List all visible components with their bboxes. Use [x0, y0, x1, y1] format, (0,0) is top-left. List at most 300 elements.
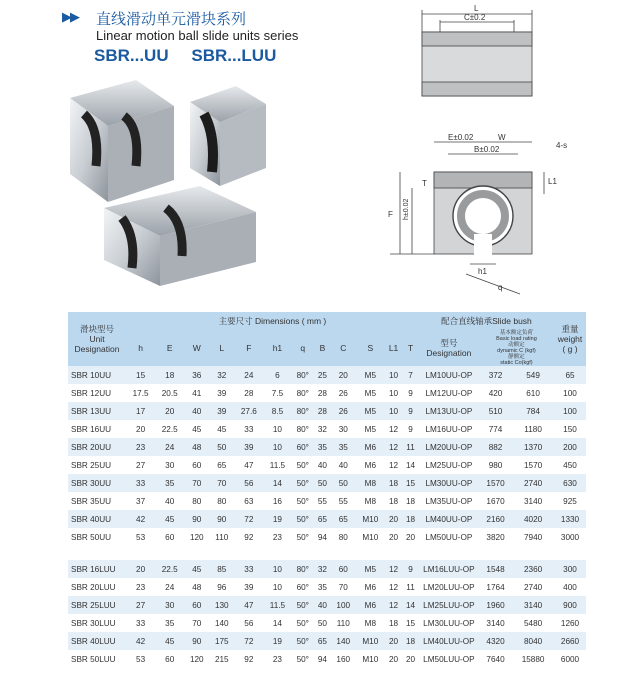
table-cell: 32 — [314, 560, 331, 578]
model-series — [94, 46, 294, 66]
table-cell: 35 — [155, 474, 184, 492]
header-dim-6: q — [291, 330, 314, 366]
table-cell: 39 — [234, 578, 263, 596]
table-cell: 80 — [209, 492, 234, 510]
table-cell: 35 — [314, 438, 331, 456]
table-cell: SBR 20LUU — [68, 578, 126, 596]
header-static-en: static Co(kgf) — [500, 360, 533, 366]
table-cell: SBR 20UU — [68, 438, 126, 456]
table-cell: 6 — [263, 366, 291, 384]
table-cell: 9 — [402, 420, 419, 438]
table-cell: 14 — [402, 596, 419, 614]
table-cell: SBR 40UU — [68, 510, 126, 528]
table-cell: 32 — [209, 366, 234, 384]
header-slide-bush: 配合直线轴承Slide bush — [419, 312, 554, 330]
table-cell: SBR 40LUU — [68, 632, 126, 650]
dim-c-label: C±0.2 — [464, 13, 486, 22]
table-spacer-row — [68, 546, 586, 560]
header-dim-2: W — [184, 330, 209, 366]
table-cell: LM20LUU-OP — [419, 578, 479, 596]
table-cell: M10 — [356, 510, 385, 528]
table-cell: 55 — [314, 492, 331, 510]
table-cell: 1370 — [512, 438, 554, 456]
table-cell: 3000 — [554, 528, 586, 546]
dim-t-label: T — [422, 179, 427, 188]
table-cell: 27 — [126, 456, 155, 474]
table-cell: 200 — [554, 438, 586, 456]
table-cell: 882 — [479, 438, 512, 456]
header-dim-8: C — [331, 330, 356, 366]
table-cell: 90 — [184, 510, 209, 528]
table-cell: 140 — [331, 632, 356, 650]
table-cell: 9 — [402, 560, 419, 578]
table-cell: 25 — [314, 366, 331, 384]
table-cell: LM12UU-OP — [419, 384, 479, 402]
header-dim-7: B — [314, 330, 331, 366]
table-cell: 300 — [554, 560, 586, 578]
header-dim-10: L1 — [385, 330, 402, 366]
table-cell: 80 — [331, 528, 356, 546]
table-cell: M10 — [356, 632, 385, 650]
table-cell: 30 — [155, 456, 184, 474]
table-cell: 14 — [402, 456, 419, 474]
header-dynamic-cn: 动额定 — [508, 342, 525, 348]
table-cell: 32 — [314, 420, 331, 438]
table-cell: 60° — [291, 438, 314, 456]
header-weight — [554, 312, 586, 366]
table-cell: 7640 — [479, 650, 512, 668]
slide-unit-photo-uu-open — [190, 86, 266, 186]
table-cell: 45 — [155, 510, 184, 528]
table-row — [68, 528, 586, 546]
table-cell: 12 — [385, 560, 402, 578]
table-cell: M6 — [356, 456, 385, 474]
table-cell: 2160 — [479, 510, 512, 528]
table-cell: 10 — [385, 402, 402, 420]
table-cell: 33 — [234, 560, 263, 578]
table-cell: 1570 — [479, 474, 512, 492]
table-cell: LM50UU-OP — [419, 528, 479, 546]
dim-b-label: B±0.02 — [474, 145, 500, 154]
table-cell: 50° — [291, 632, 314, 650]
table-cell: 72 — [234, 632, 263, 650]
table-cell: 27 — [126, 596, 155, 614]
table-cell: 33 — [126, 614, 155, 632]
table-cell: LM16UU-OP — [419, 420, 479, 438]
table-cell: M8 — [356, 614, 385, 632]
table-header-row-2 — [68, 330, 586, 366]
table-cell: 2360 — [512, 560, 554, 578]
table-cell: 9 — [402, 402, 419, 420]
table-cell: 41 — [184, 384, 209, 402]
table-cell: 20 — [385, 528, 402, 546]
table-cell: 120 — [184, 528, 209, 546]
table-cell: LM30LUU-OP — [419, 614, 479, 632]
table-cell: 50° — [291, 650, 314, 668]
table-cell: 16 — [263, 492, 291, 510]
table-cell: 10 — [263, 420, 291, 438]
table-cell: 1570 — [512, 456, 554, 474]
table-header-row-1 — [68, 312, 586, 330]
table-cell: 65 — [314, 510, 331, 528]
table-cell: 40 — [314, 596, 331, 614]
table-cell: 22.5 — [155, 420, 184, 438]
table-cell: 48 — [184, 578, 209, 596]
table-cell: 10 — [385, 366, 402, 384]
table-cell: 3820 — [479, 528, 512, 546]
table-cell: 50° — [291, 474, 314, 492]
table-cell: M8 — [356, 492, 385, 510]
table-cell: LM35UU-OP — [419, 492, 479, 510]
table-cell: 50 — [331, 474, 356, 492]
table-cell: 26 — [331, 402, 356, 420]
table-cell: 15 — [126, 366, 155, 384]
table-cell: 30 — [155, 596, 184, 614]
table-cell: 33 — [234, 420, 263, 438]
table-row — [68, 384, 586, 402]
header-dynamic-en: dynamic C (kgf) — [497, 348, 536, 354]
header-weight-unit: ( g ) — [562, 344, 578, 354]
table-cell: 50° — [291, 456, 314, 474]
table-cell: 60° — [291, 578, 314, 596]
table-cell: 20 — [126, 420, 155, 438]
table-cell: SBR 30UU — [68, 474, 126, 492]
table-cell: 630 — [554, 474, 586, 492]
table-cell: 30 — [331, 420, 356, 438]
table-cell: 12 — [385, 438, 402, 456]
table-cell: 3140 — [512, 492, 554, 510]
table-cell: SBR 25UU — [68, 456, 126, 474]
table-cell: 2740 — [512, 578, 554, 596]
table-cell: LM50LUU-OP — [419, 650, 479, 668]
table-cell: M5 — [356, 420, 385, 438]
table-cell: 20 — [155, 402, 184, 420]
specification-table — [68, 312, 586, 668]
table-cell: 47 — [234, 596, 263, 614]
table-cell: 53 — [126, 528, 155, 546]
table-cell: 17.5 — [126, 384, 155, 402]
table-cell: 50° — [291, 596, 314, 614]
table-cell: LM10UU-OP — [419, 366, 479, 384]
table-cell: 90 — [184, 632, 209, 650]
table-cell: 420 — [479, 384, 512, 402]
table-cell: 80° — [291, 420, 314, 438]
table-cell: 175 — [209, 632, 234, 650]
header-dim-11: T — [402, 330, 419, 366]
dim-w-label: W — [498, 133, 506, 142]
table-cell: 18 — [402, 492, 419, 510]
header-dimensions: 主要尺寸 Dimensions ( mm ) — [126, 312, 419, 330]
table-cell: 23 — [263, 650, 291, 668]
table-cell: 510 — [479, 402, 512, 420]
table-cell: 100 — [554, 402, 586, 420]
table-cell: 14 — [263, 614, 291, 632]
table-cell: M5 — [356, 402, 385, 420]
table-cell: LM25LUU-OP — [419, 596, 479, 614]
table-cell: 92 — [234, 528, 263, 546]
table-cell: 15 — [402, 474, 419, 492]
table-cell: 42 — [126, 510, 155, 528]
table-cell: 50 — [314, 614, 331, 632]
table-cell: SBR 13UU — [68, 402, 126, 420]
table-cell: 120 — [184, 650, 209, 668]
header-dim-3: L — [209, 330, 234, 366]
table-cell: 60 — [155, 528, 184, 546]
table-cell: 7940 — [512, 528, 554, 546]
table-cell: 12 — [385, 578, 402, 596]
table-cell: 12 — [385, 456, 402, 474]
table-cell: 20.5 — [155, 384, 184, 402]
table-cell: 130 — [209, 596, 234, 614]
dim-e-label: E±0.02 — [448, 133, 474, 142]
table-cell: 1330 — [554, 510, 586, 528]
table-cell: 160 — [331, 650, 356, 668]
table-cell: 56 — [234, 614, 263, 632]
table-spacer-cell — [68, 546, 586, 560]
table-cell: 56 — [234, 474, 263, 492]
table-cell: 28 — [314, 402, 331, 420]
table-cell: 20 — [402, 528, 419, 546]
table-cell: 80° — [291, 384, 314, 402]
table-row — [68, 438, 586, 456]
table-cell: 7.5 — [263, 384, 291, 402]
table-cell: 50 — [209, 438, 234, 456]
header-load-cn: 基本额定负荷 — [499, 330, 533, 336]
table-cell: 372 — [479, 366, 512, 384]
header-dim-5: h1 — [263, 330, 291, 366]
table-cell: 27.6 — [234, 402, 263, 420]
table-cell: 1670 — [479, 492, 512, 510]
table-cell: SBR 16LUU — [68, 560, 126, 578]
table-cell: 100 — [331, 596, 356, 614]
table-cell: 70 — [331, 578, 356, 596]
table-row — [68, 560, 586, 578]
table-row — [68, 366, 586, 384]
table-cell: 60 — [184, 596, 209, 614]
table-cell: 26 — [331, 384, 356, 402]
table-cell: 50° — [291, 492, 314, 510]
table-cell: M6 — [356, 438, 385, 456]
table-cell: 80 — [184, 492, 209, 510]
table-cell: 18 — [385, 614, 402, 632]
table-cell: M6 — [356, 596, 385, 614]
table-cell: 92 — [234, 650, 263, 668]
table-cell: 11 — [402, 578, 419, 596]
table-row — [68, 578, 586, 596]
table-cell: 11 — [402, 438, 419, 456]
table-cell: 3140 — [479, 614, 512, 632]
header-dim-0: h — [126, 330, 155, 366]
table-cell: LM16LUU-OP — [419, 560, 479, 578]
table-cell: 40 — [331, 456, 356, 474]
table-cell: 72 — [234, 510, 263, 528]
table-cell: 40 — [184, 402, 209, 420]
table-cell: LM25UU-OP — [419, 456, 479, 474]
table-cell: 70 — [184, 614, 209, 632]
table-cell: 39 — [234, 438, 263, 456]
table-cell: 65 — [209, 456, 234, 474]
table-cell: 80° — [291, 402, 314, 420]
header-type-en1: Unit — [89, 334, 105, 344]
table-cell: 65 — [314, 632, 331, 650]
dim-s-label: 4-s — [556, 141, 568, 150]
table-cell: 12 — [385, 420, 402, 438]
table-cell: 40 — [155, 492, 184, 510]
table-cell: 20 — [402, 650, 419, 668]
table-cell: 45 — [209, 420, 234, 438]
table-cell: 20 — [331, 366, 356, 384]
table-cell: 15880 — [512, 650, 554, 668]
table-cell: 60 — [184, 456, 209, 474]
dim-f-label: F — [388, 210, 393, 219]
table-cell: 80° — [291, 366, 314, 384]
table-cell: 10 — [263, 578, 291, 596]
table-cell: 39 — [209, 384, 234, 402]
table-cell: 55 — [331, 492, 356, 510]
table-cell: 1764 — [479, 578, 512, 596]
header-dim-4: F — [234, 330, 263, 366]
double-arrow-icon: ▶▶ — [62, 10, 78, 25]
table-cell: 45 — [155, 632, 184, 650]
dim-h1-label: h1 — [478, 267, 487, 276]
table-cell: 60 — [155, 650, 184, 668]
header-static-cn: 静额定 — [508, 354, 525, 360]
table-cell: 110 — [209, 528, 234, 546]
table-cell: M8 — [356, 474, 385, 492]
table-cell: 10 — [263, 560, 291, 578]
table-cell: 10 — [385, 384, 402, 402]
table-cell: 50° — [291, 510, 314, 528]
table-cell: 925 — [554, 492, 586, 510]
header-weight-en: weight — [557, 334, 583, 344]
table-cell: M10 — [356, 528, 385, 546]
table-cell: 28 — [234, 384, 263, 402]
table-cell: 549 — [512, 366, 554, 384]
table-cell: 980 — [479, 456, 512, 474]
header-load-rating — [479, 330, 554, 366]
table-cell: 23 — [126, 578, 155, 596]
table-cell: 40 — [314, 456, 331, 474]
table-cell: LM30UU-OP — [419, 474, 479, 492]
table-cell: 50° — [291, 528, 314, 546]
table-cell: 10 — [263, 438, 291, 456]
table-cell: 3140 — [512, 596, 554, 614]
table-cell: 150 — [554, 420, 586, 438]
table-cell: 4020 — [512, 510, 554, 528]
table-cell: M5 — [356, 560, 385, 578]
table-cell: 63 — [234, 492, 263, 510]
table-cell: 65 — [554, 366, 586, 384]
table-row — [68, 632, 586, 650]
table-cell: 45 — [184, 420, 209, 438]
table-cell: M6 — [356, 578, 385, 596]
table-cell: 65 — [331, 510, 356, 528]
title-english: Linear motion ball slide units series — [96, 28, 299, 43]
table-cell: 110 — [331, 614, 356, 632]
header-bush-en: Designation — [426, 348, 472, 358]
table-cell: 215 — [209, 650, 234, 668]
dim-h-label: h±0.02 — [403, 198, 410, 220]
table-cell: 1548 — [479, 560, 512, 578]
table-cell: SBR 50UU — [68, 528, 126, 546]
table-cell: 5480 — [512, 614, 554, 632]
header-load-en: Basic load rating — [496, 336, 537, 342]
table-cell: 94 — [314, 650, 331, 668]
dim-l-label: L — [474, 4, 479, 13]
table-cell: 24 — [155, 578, 184, 596]
table-cell: LM20UU-OP — [419, 438, 479, 456]
table-cell: 80° — [291, 560, 314, 578]
table-cell: 9 — [402, 384, 419, 402]
table-cell: 23 — [126, 438, 155, 456]
table-cell: LM40UU-OP — [419, 510, 479, 528]
table-cell: SBR 50LUU — [68, 650, 126, 668]
table-cell: SBR 25LUU — [68, 596, 126, 614]
title-chinese: 直线滑动单元滑块系列 — [96, 10, 247, 28]
table-cell: 94 — [314, 528, 331, 546]
table-cell: 45 — [184, 560, 209, 578]
table-cell: 24 — [234, 366, 263, 384]
table-cell: 14 — [263, 474, 291, 492]
table-cell: 22.5 — [155, 560, 184, 578]
table-cell: 8.5 — [263, 402, 291, 420]
table-cell: 450 — [554, 456, 586, 474]
table-cell: 400 — [554, 578, 586, 596]
table-cell: LM40LUU-OP — [419, 632, 479, 650]
table-cell: 48 — [184, 438, 209, 456]
table-cell: 20 — [385, 650, 402, 668]
table-row — [68, 474, 586, 492]
table-cell: 37 — [126, 492, 155, 510]
table-cell: 4320 — [479, 632, 512, 650]
table-cell: 70 — [184, 474, 209, 492]
table-cell: LM13UU-OP — [419, 402, 479, 420]
table-cell: 12 — [385, 596, 402, 614]
model-luu: SBR...LUU — [191, 46, 277, 65]
table-cell: 39 — [209, 402, 234, 420]
table-cell: 1180 — [512, 420, 554, 438]
table-cell: 50 — [314, 474, 331, 492]
table-cell: 35 — [331, 438, 356, 456]
table-cell: 36 — [184, 366, 209, 384]
slide-unit-photo-uu — [70, 80, 174, 202]
header-dim-9: S — [356, 330, 385, 366]
table-cell: 15 — [402, 614, 419, 632]
table-cell: SBR 10UU — [68, 366, 126, 384]
table-row — [68, 596, 586, 614]
header-type-en2: Designation — [74, 344, 120, 354]
header-bush-cn: 型号 — [440, 338, 458, 348]
table-cell: 23 — [263, 528, 291, 546]
table-cell: 774 — [479, 420, 512, 438]
dim-l1-label: L1 — [548, 177, 557, 186]
table-cell: M5 — [356, 366, 385, 384]
table-row — [68, 402, 586, 420]
header-weight-cn: 重量 — [561, 324, 579, 334]
table-cell: SBR 16UU — [68, 420, 126, 438]
table-cell: 18 — [402, 632, 419, 650]
table-cell: 17 — [126, 402, 155, 420]
table-cell: 784 — [512, 402, 554, 420]
table-cell: SBR 12UU — [68, 384, 126, 402]
table-row — [68, 456, 586, 474]
table-cell: M10 — [356, 650, 385, 668]
table-cell: 60 — [331, 560, 356, 578]
slide-unit-photo-luu — [104, 186, 256, 286]
table-cell: 8040 — [512, 632, 554, 650]
table-cell: 28 — [314, 384, 331, 402]
table-row — [68, 510, 586, 528]
